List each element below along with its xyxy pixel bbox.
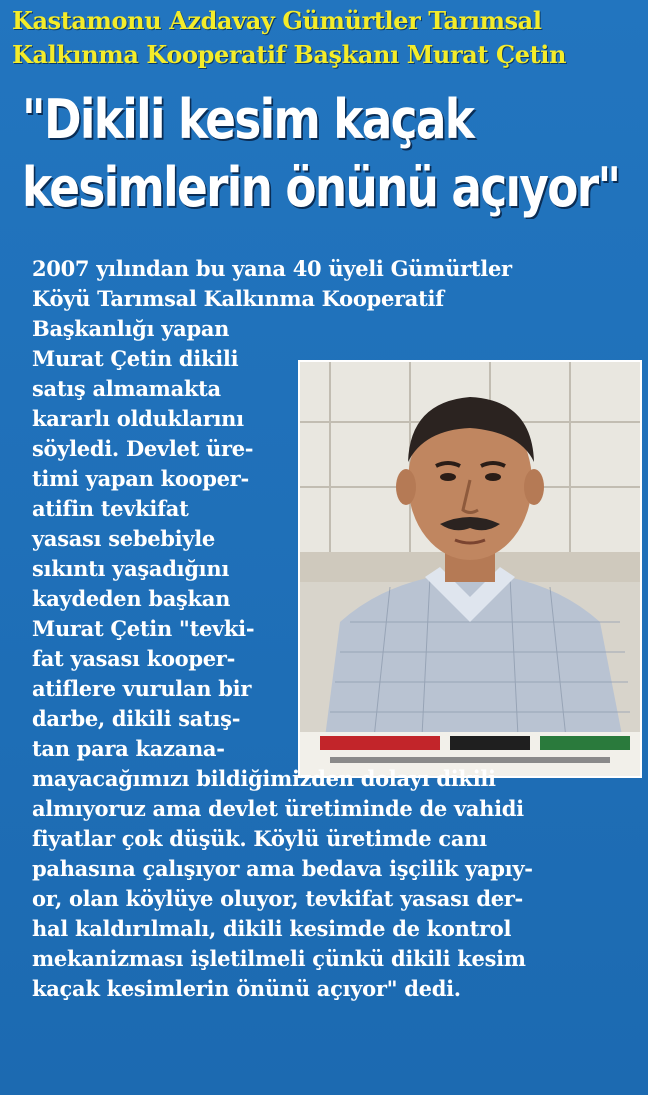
body-line: söyledi. Devlet üre- — [32, 436, 254, 461]
body-line: Başkanlığı yapan — [32, 316, 230, 341]
body-line: fiyatlar çok düşük. Köylü üretimde canı — [32, 826, 487, 851]
body-line: atifin tevkifat — [32, 496, 189, 521]
body-line: tan para kazana- — [32, 736, 225, 761]
article-body — [32, 254, 533, 1004]
body-line: or, olan köylüye oluyor, tevkifat yasası der- — [32, 886, 523, 911]
body-line: sıkıntı yaşadığını — [32, 556, 229, 581]
body-line: hal kaldırılmalı, dikili kesimde de kontrol — [32, 916, 512, 941]
body-line: kaçak kesimlerin önünü açıyor" dedi. — [32, 976, 461, 1001]
headline-line: "Dikili kesim kaçak — [22, 88, 474, 151]
body-line: almıyoruz ama devlet üretiminde de vahidi — [32, 796, 524, 821]
body-line: mayacağımızı bildiğimizden dolayı dikili — [32, 766, 496, 791]
article-headline — [22, 86, 620, 222]
body-line: Murat Çetin "tevki- — [32, 616, 255, 641]
body-line: atiflere vurulan bir — [32, 676, 252, 701]
body-line: kaydeden başkan — [32, 586, 231, 611]
body-line: fat yasası kooper- — [32, 646, 235, 671]
body-line: Köyü Tarımsal Kalkınma Kooperatif — [32, 286, 444, 311]
body-line: pahasına çalışıyor ama bedava işçilik yapıy- — [32, 856, 533, 881]
body-line: satış almamakta — [32, 376, 221, 401]
article-kicker — [12, 4, 642, 72]
kicker-line: Kastamonu Azdavay Gümürtler Tarımsal — [12, 6, 542, 35]
body-line: 2007 yılından bu yana 40 üyeli Gümürtler — [32, 256, 512, 281]
body-line: kararlı olduklarını — [32, 406, 244, 431]
body-line: yasası sebebiyle — [32, 526, 215, 551]
body-line: darbe, dikili satış- — [32, 706, 241, 731]
body-line: timi yapan kooper- — [32, 466, 249, 491]
headline-line: kesimlerin önünü açıyor" — [22, 156, 620, 219]
body-line: Murat Çetin dikili — [32, 346, 239, 371]
body-line: mekanizması işletilmeli çünkü dikili kesim — [32, 946, 526, 971]
kicker-line: Kalkınma Kooperatif Başkanı Murat Çetin — [12, 40, 567, 69]
